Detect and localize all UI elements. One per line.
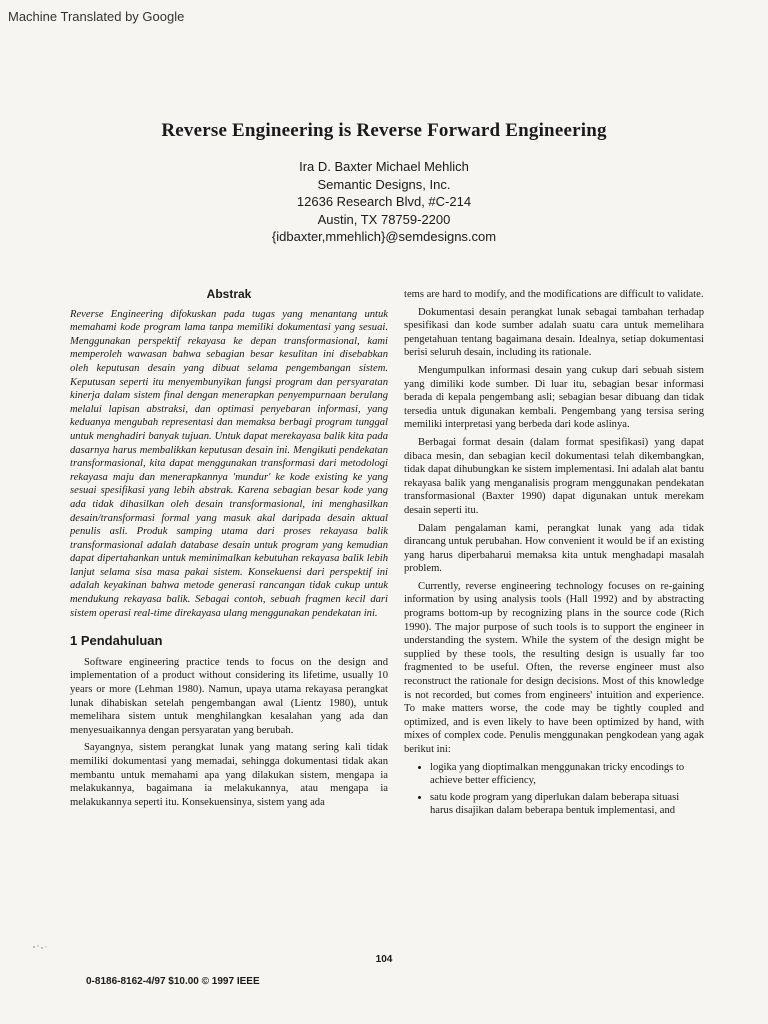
author-street: 12636 Research Blvd, #C-214 xyxy=(296,194,472,209)
right-column xyxy=(404,288,704,821)
bullet-item: • logika yang dioptimalkan menggunakan tricky encodings to achieve better efficiency, xyxy=(430,761,704,788)
author-email: {idbaxter,mmehlich}@semdesigns.com xyxy=(271,229,497,244)
machine-translated-banner: Machine Translated by Google xyxy=(8,9,185,24)
page-number: 104 xyxy=(375,954,393,965)
copyright-footer: 0-8186-8162-4/97 $10.00 © 1997 IEEE xyxy=(86,976,260,987)
body-paragraph: tems are hard to modify, and the modifications are difficult to validate. xyxy=(404,289,704,300)
paper-title: Reverse Engineering is Reverse Forward Engineering xyxy=(161,120,607,141)
abstract-heading: Abstrak xyxy=(206,287,252,301)
section-heading-introduction: 1 Pendahuluan xyxy=(70,633,163,649)
body-paragraph: Dalam pengalaman kami, perangkat lunak yang ada tidak dirancang untuk perubahan. How convenient it would be if an existing yang harus diperbaharui memaksa kita untuk menghadapi masalah problem. xyxy=(404,522,704,575)
abstract-body xyxy=(70,308,388,621)
abstract-paragraph: Reverse Engineering difokuskan pada tugas yang menantang untuk memahami kode program lama tanpa memiliki dokumentasi yang sesuai. Menggunakan perspektif rekayasa ke depan transformasional, kami memperoleh wawasan bahwa sebagian besar kesulitan ini disebabkan oleh keputusan desain yang dibuat selama pengembangan sistem. Keputusan seperti itu menyembunyikan fungsi program dan persyaratan kinerja dalam sistem final dengan menerapkan penyempurnaan berulang melalui lapisan abstraksi, dan optimasi penyebaran informasi, yang keduanya mengubah representasi dan memaksa berbagi program tunggal untuk menghadiri banyak tujuan. Untuk dapat merekayasa balik kita pada dasarnya harus membalikkan keputusan desain ini. Mengikuti pendekatan transformasional, kita dapat menggunakan transformasi dari metodologi rekayasa maju dan menerapkannya 'mundur' ke kode existing ke yang sesuai spesifikasi yang lebih abstrak. Karena sebagian besar kode yang ada tidak dihasilkan oleh desain transformasional, ini menghasilkan desain/transformasi formal yang masuk akal daripada desain aktual penulis asli. Produk samping utama dari proses rekayasa balik transformasional adalah database desain untuk program yang kemudian dapat dipertahankan untuk meminimalkan kebutuhan rekayasa balik lebih lanjut selama sisa masa pakai sistem. Konsekuensi dari perspektif ini adalah keyakinan bahwa metode generasi rancangan tidak cukup untuk mendukung rekayasa balik. Sebagai contoh, sebuah fragmen kecil dari sistem operasi real-time direkayasa ulang menggunakan pendekatan ini. xyxy=(70,308,388,619)
body-paragraph: Mengumpulkan informasi desain yang cukup dari sebuah sistem yang dimiliki kode sumber. Di luar itu, sebagian besar informasi berada di kepala pengembang asli; sebagian besar dibuang dan tidak tersedia untuk digunakan kembali. Pengembang yang tersisa sering memiliki interpretasi yang berbeda dari kode aslinya. xyxy=(404,364,704,431)
bullet-item: • satu kode program yang diperlukan dalam beberapa situasi harus disajikan dalam beberapa bentuk implementasi, and xyxy=(430,791,704,818)
body-paragraph: Berbagai format desain (dalam format spesifikasi) yang dapat dibaca mesin, dan sebagian kecil dokumentasi telah dikembangkan, tidak dapat dihubungkan ke sistem implementasi. Ini adalah alat bantu rekayasa balik yang menganalisis program menggunakan pendekatan transformasional (Baxter 1990) dapat digunakan untuk merekam desain seperti itu. xyxy=(404,436,704,516)
left-column xyxy=(70,288,388,813)
author-block xyxy=(0,158,768,246)
author-organization: Semantic Designs, Inc. xyxy=(317,176,451,192)
intro-paragraph: Sayangnya, sistem perangkat lunak yang matang sering kali tidak memiliki dokumentasi yang memadai, sehingga dokumentasi tidak akan membantu untuk memahami apa yang dilakukan sistem, mengapa ia melakukannya, bagaimana ia melakukannya, atau mengapa ia melakukannya seperti itu. Konsekuensinya, sistem yang ada xyxy=(70,742,388,808)
body-paragraph: Currently, reverse engineering technology focuses on re-gaining information by using analysis tools (Hall 1992) and by abstracting programs bottom-up by recognizing plans in the source code (Rich 1990). The major purpose of such tools is to support the engineer in understanding the system. While the system of the design might be supplied by these tools, the resulting design is usually far too fragmented to be useful. Often, the reverse engineer must also reconstruct the rationale for design decisions. Most of this knowledge is not recorded, but comes from engineers' intuition and experience. To make matters worse, the code may be tightly coupled and optimized, and is even likely to have been optimized by hand, with mixes of complex code. Penulis menggunakan pengkodean yang agak berikut ini: xyxy=(404,580,704,755)
intro-paragraph: Software engineering practice tends to focus on the design and implementation of a product without considering its lifetime, usually 10 years or more (Lehman 1980). Namun, upaya utama rekayasa perangkat lunak dihabiskan setelah pengembangan awal (Lientz 1980), untuk memelihara sistem untuk menghilangkan kesalahan yang ada dan menyesuaikannya dengan persyaratan yang berubah. xyxy=(70,656,388,736)
author-city: Austin, TX 78759-2200 xyxy=(317,211,451,227)
bullet-list xyxy=(404,761,704,818)
scan-speck-mark xyxy=(32,944,48,950)
author-names: Ira D. Baxter Michael Mehlich xyxy=(299,159,469,174)
body-paragraph: Dokumentasi desain perangkat lunak sebagai tambahan terhadap spesifikasi dan kode sumber adalah suatu cara untuk memelihara pengetahuan tentang bagaimana desain. Idealnya, setiap dokumentasi berisi seluruh desain, including its rationale. xyxy=(404,306,704,359)
